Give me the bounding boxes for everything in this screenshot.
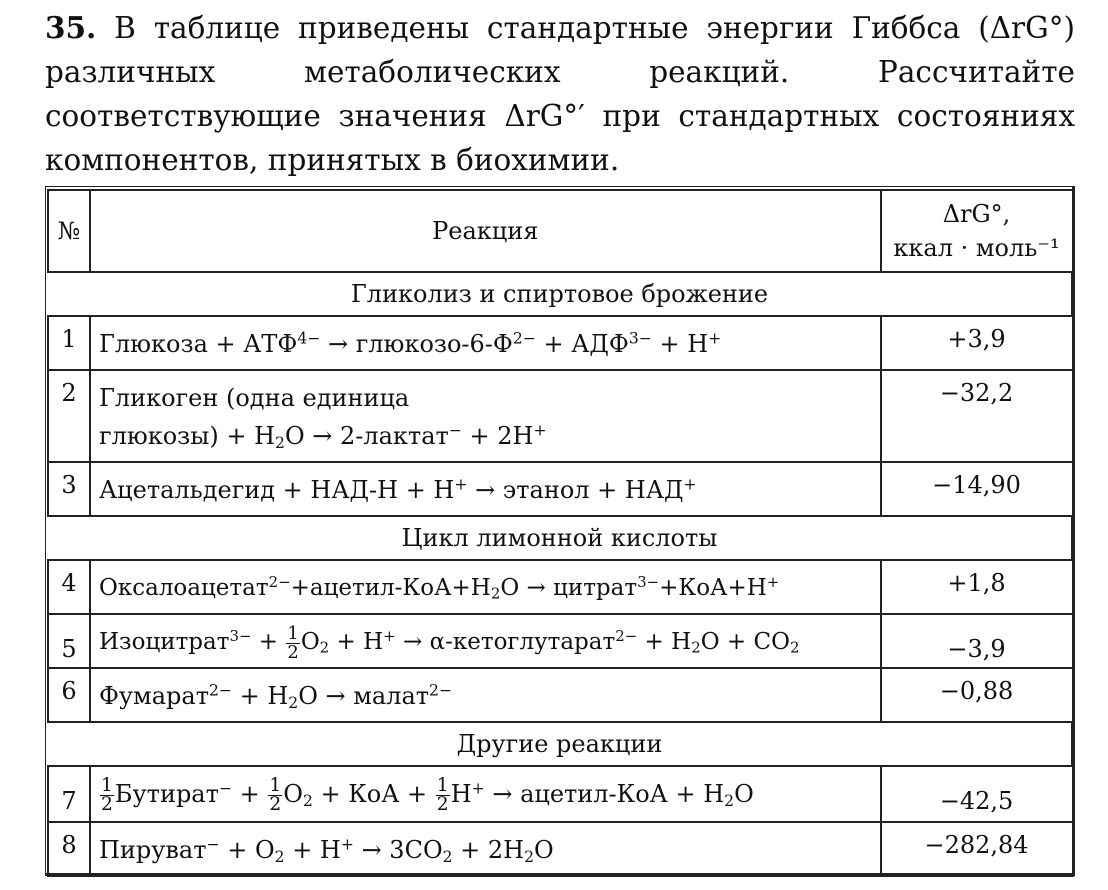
section-title-other: Другие реакции [48,722,1073,766]
row-number: 8 [48,822,90,876]
problem-text-c: при стандартных состояниях компонентов, принятых в биохимии. [45,99,1075,177]
row-number: 7 [48,766,90,822]
reaction-cell: Пируват− + $O_2 + H^+ \to 3CO_2 + 2H_2O$ [90,822,881,876]
fraction: $\frac{1}{2}$ [269,774,282,816]
section-title-glycolysis: Гликолиз и спиртовое брожение [48,272,1073,316]
problem-number: 35. [45,10,97,45]
section-row [48,516,1073,560]
reaction-cell: Гликоген (одна единица глюкозы) + $H_2O$ → 2-лактат− + 2H+ [90,370,881,462]
value-cell: −32,2 [881,370,1073,462]
row-number: 1 [48,316,90,370]
row-number: 3 [48,462,90,516]
fraction: $\frac{1}{2}$ [436,774,449,816]
value-cell: −14,90 [881,462,1073,516]
value-cell: +3,9 [881,316,1073,370]
reaction-cell: Фумарат$^{2-}$ + $H_2O$ → малат$^{2-}$ [90,668,881,722]
header-value-line2: ккал · моль⁻¹ [893,234,1060,262]
fraction: $\frac{1}{2}$ [101,774,113,816]
delta-g-prime-symbol: ΔrG°′ [504,99,585,133]
table-header-row [48,190,1073,272]
row-number: 2 [48,370,90,462]
reaction-cell: Ацетальдегид + НАД-H + H+ → этанол + НАД+ [90,462,881,516]
table-row [48,822,1073,876]
table-row [48,614,1073,668]
problem-statement [45,6,1075,182]
header-num: № [48,190,90,272]
table-row [48,560,1073,614]
value-cell: +1,8 [881,560,1073,614]
row-number: 4 [48,560,90,614]
reaction-cell: Глюкоза + $АТФ^{4-}$ → глюкозо-$6-Ф^{2-} + АДФ^{3-} + H^+$ [90,316,881,370]
row-number: 6 [48,668,90,722]
table-row [48,668,1073,722]
delta-g-symbol: ΔrG° [989,11,1064,45]
header-value [881,190,1073,272]
problem-text-b: ) различных метаболических реакций. Рассчитайте соответствующие значения [45,11,1075,133]
table-row [48,766,1073,822]
header-value-line1: ΔrG°, [942,200,1011,228]
table-row [48,462,1073,516]
table-row [48,316,1073,370]
value-cell: −282,84 [881,822,1073,876]
fraction: $\frac{1}{2}$ [287,622,299,663]
value-cell: −42,5 [881,766,1073,822]
reaction-cell: $Оксалоацетат^{2-}+ацетил-КоА+H_2O$ → цитрат$^{3-}$+КоА+H+ [90,560,881,614]
reactions-table [47,189,1074,877]
reaction-cell: $\frac{1}{2}$ Бутират− + $\frac{1}{2}$ $O_2$ + КоА + $\frac{1}{2}$ H+ → ацетил-КоА + $H_2O$ [90,766,881,822]
value-cell: −0,88 [881,668,1073,722]
table-row [48,370,1073,462]
section-row [48,722,1073,766]
problem-text-a: В таблице приведены стандартные энергии Гиббса ( [96,11,990,45]
header-reaction: Реакция [90,190,881,272]
section-title-citric-acid: Цикл лимонной кислоты [48,516,1073,560]
reaction-cell: Изоцитрат$^{3-}$ + $\frac{1}{2}$ $O_2 + H^+$ → α-кетоглутарат$^{2-}$ + $H_2O + CO_2$ [90,614,881,668]
row-number: 5 [48,614,90,668]
value-cell: −3,9 [881,614,1073,668]
section-row [48,272,1073,316]
